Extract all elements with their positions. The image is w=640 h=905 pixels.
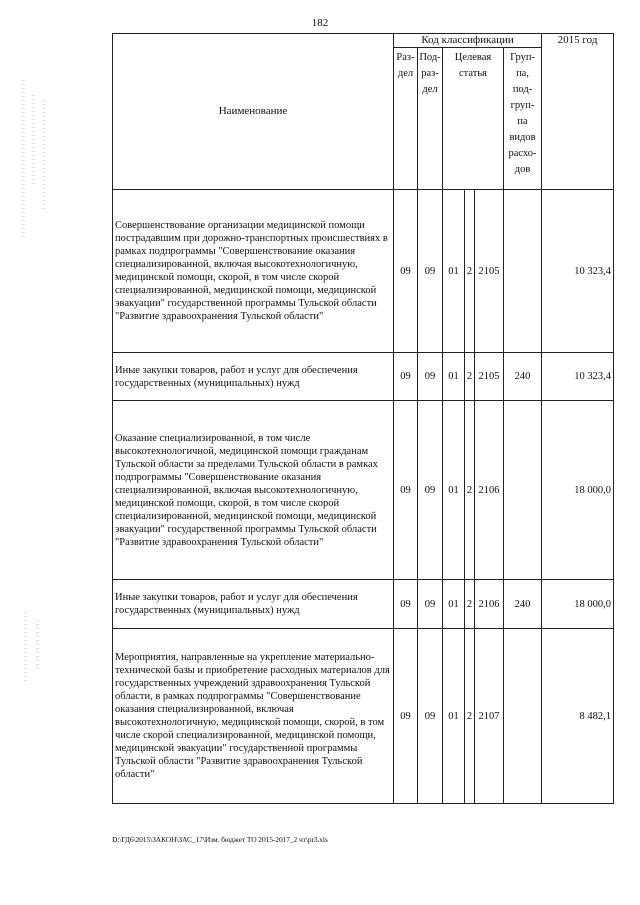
row-razdel: 09 [394,190,418,353]
row-podrazdel: 09 [418,629,443,804]
scan-margin-noise [24,612,27,682]
row-amount: 10 323,4 [542,190,614,353]
row-podrazdel: 09 [418,353,443,401]
row-name: Иные закупки товаров, работ и услуг для обеспечения государственных (муниципальных) нужд [113,580,394,629]
scan-margin-noise [32,95,35,185]
row-name: Совершенствование организации медицинской помощи пострадавшим при дорожно-транспортных происшествиях в рамках подпрограммы "Совершенствование оказания специализированной, включая высокотехнологичную, медицинской помощи, скорой, в том числе скорой специализированной, медицинской помощи, медицинской эвакуации" государственной программы Тульской области "Развитие здравоохранения Тульской области" [113,190,394,353]
row-amount: 10 323,4 [542,353,614,401]
row-cs2: 2 [465,580,475,629]
row-cs3: 2105 [475,190,504,353]
table-row [113,353,614,401]
column-header-razdel: Раз- дел [394,48,418,190]
scan-margin-noise [22,80,25,240]
table-row [113,190,614,353]
row-podrazdel: 09 [418,401,443,580]
column-header-gruppa: Груп- па, под- груп- па видов расхо- дов [504,48,542,190]
row-cs2: 2 [465,401,475,580]
row-cs3: 2107 [475,629,504,804]
row-cs3: 2105 [475,353,504,401]
table-row [113,401,614,580]
column-header-name: Наименование [113,34,394,190]
row-amount: 8 482,1 [542,629,614,804]
row-cs2: 2 [465,629,475,804]
row-razdel: 09 [394,629,418,804]
row-razdel: 09 [394,401,418,580]
row-amount: 18 000,0 [542,401,614,580]
row-name: Иные закупки товаров, работ и услуг для обеспечения государственных (муниципальных) нужд [113,353,394,401]
row-podrazdel: 09 [418,190,443,353]
column-header-year: 2015 год [542,34,614,190]
scan-margin-noise [36,620,39,670]
table-row [113,580,614,629]
row-podrazdel: 09 [418,580,443,629]
row-razdel: 09 [394,580,418,629]
row-cs3: 2106 [475,401,504,580]
row-cs2: 2 [465,190,475,353]
scan-margin-noise [42,100,45,210]
row-name: Мероприятия, направленные на укрепление материально-технической базы и приобретение расходных материалов для государственных учреждений здравоохранения Тульской области, в рамках подпрограммы "Совершенствование оказания специализированной, включая высокотехнологичную, медицинской помощи, скорой, в том числе скорой специализированной, медицинской помощи, медицинской эвакуации" государственной программы Тульской области "Развитие здравоохранения Тульской области" [113,629,394,804]
row-cs1: 01 [443,580,465,629]
row-gruppa [504,401,542,580]
row-cs1: 01 [443,190,465,353]
row-cs1: 01 [443,401,465,580]
column-header-classification: Код классификации [394,34,542,48]
file-path-footer: D:\ГД6\2015\ЗАКОН\ЗАС_17\Изм. бюджет ТО 2015-2017_2 чт\pr3.xls [112,835,328,844]
page-number: 182 [311,17,329,29]
row-amount: 18 000,0 [542,580,614,629]
row-razdel: 09 [394,353,418,401]
row-gruppa [504,629,542,804]
row-cs1: 01 [443,353,465,401]
row-cs3: 2106 [475,580,504,629]
budget-table [112,33,614,804]
row-name: Оказание специализированной, в том числе высокотехнологичной, медицинской помощи гражданам Тульской области за пределами Тульской области в рамках подпрограммы "Совершенствование оказания специализированной, включая высокотехнологичную, медицинской помощи, скорой, в том числе скорой специализированной, медицинской помощи, медицинской эвакуации" государственной программы Тульской области "Развитие здравоохранения Тульской области" [113,401,394,580]
column-header-podrazdel: Под- раз- дел [418,48,443,190]
row-cs2: 2 [465,353,475,401]
row-gruppa: 240 [504,353,542,401]
row-gruppa [504,190,542,353]
header-row-top [113,34,614,48]
row-gruppa: 240 [504,580,542,629]
row-cs1: 01 [443,629,465,804]
column-header-celevaya: Целевая статья [443,48,504,190]
table-row [113,629,614,804]
